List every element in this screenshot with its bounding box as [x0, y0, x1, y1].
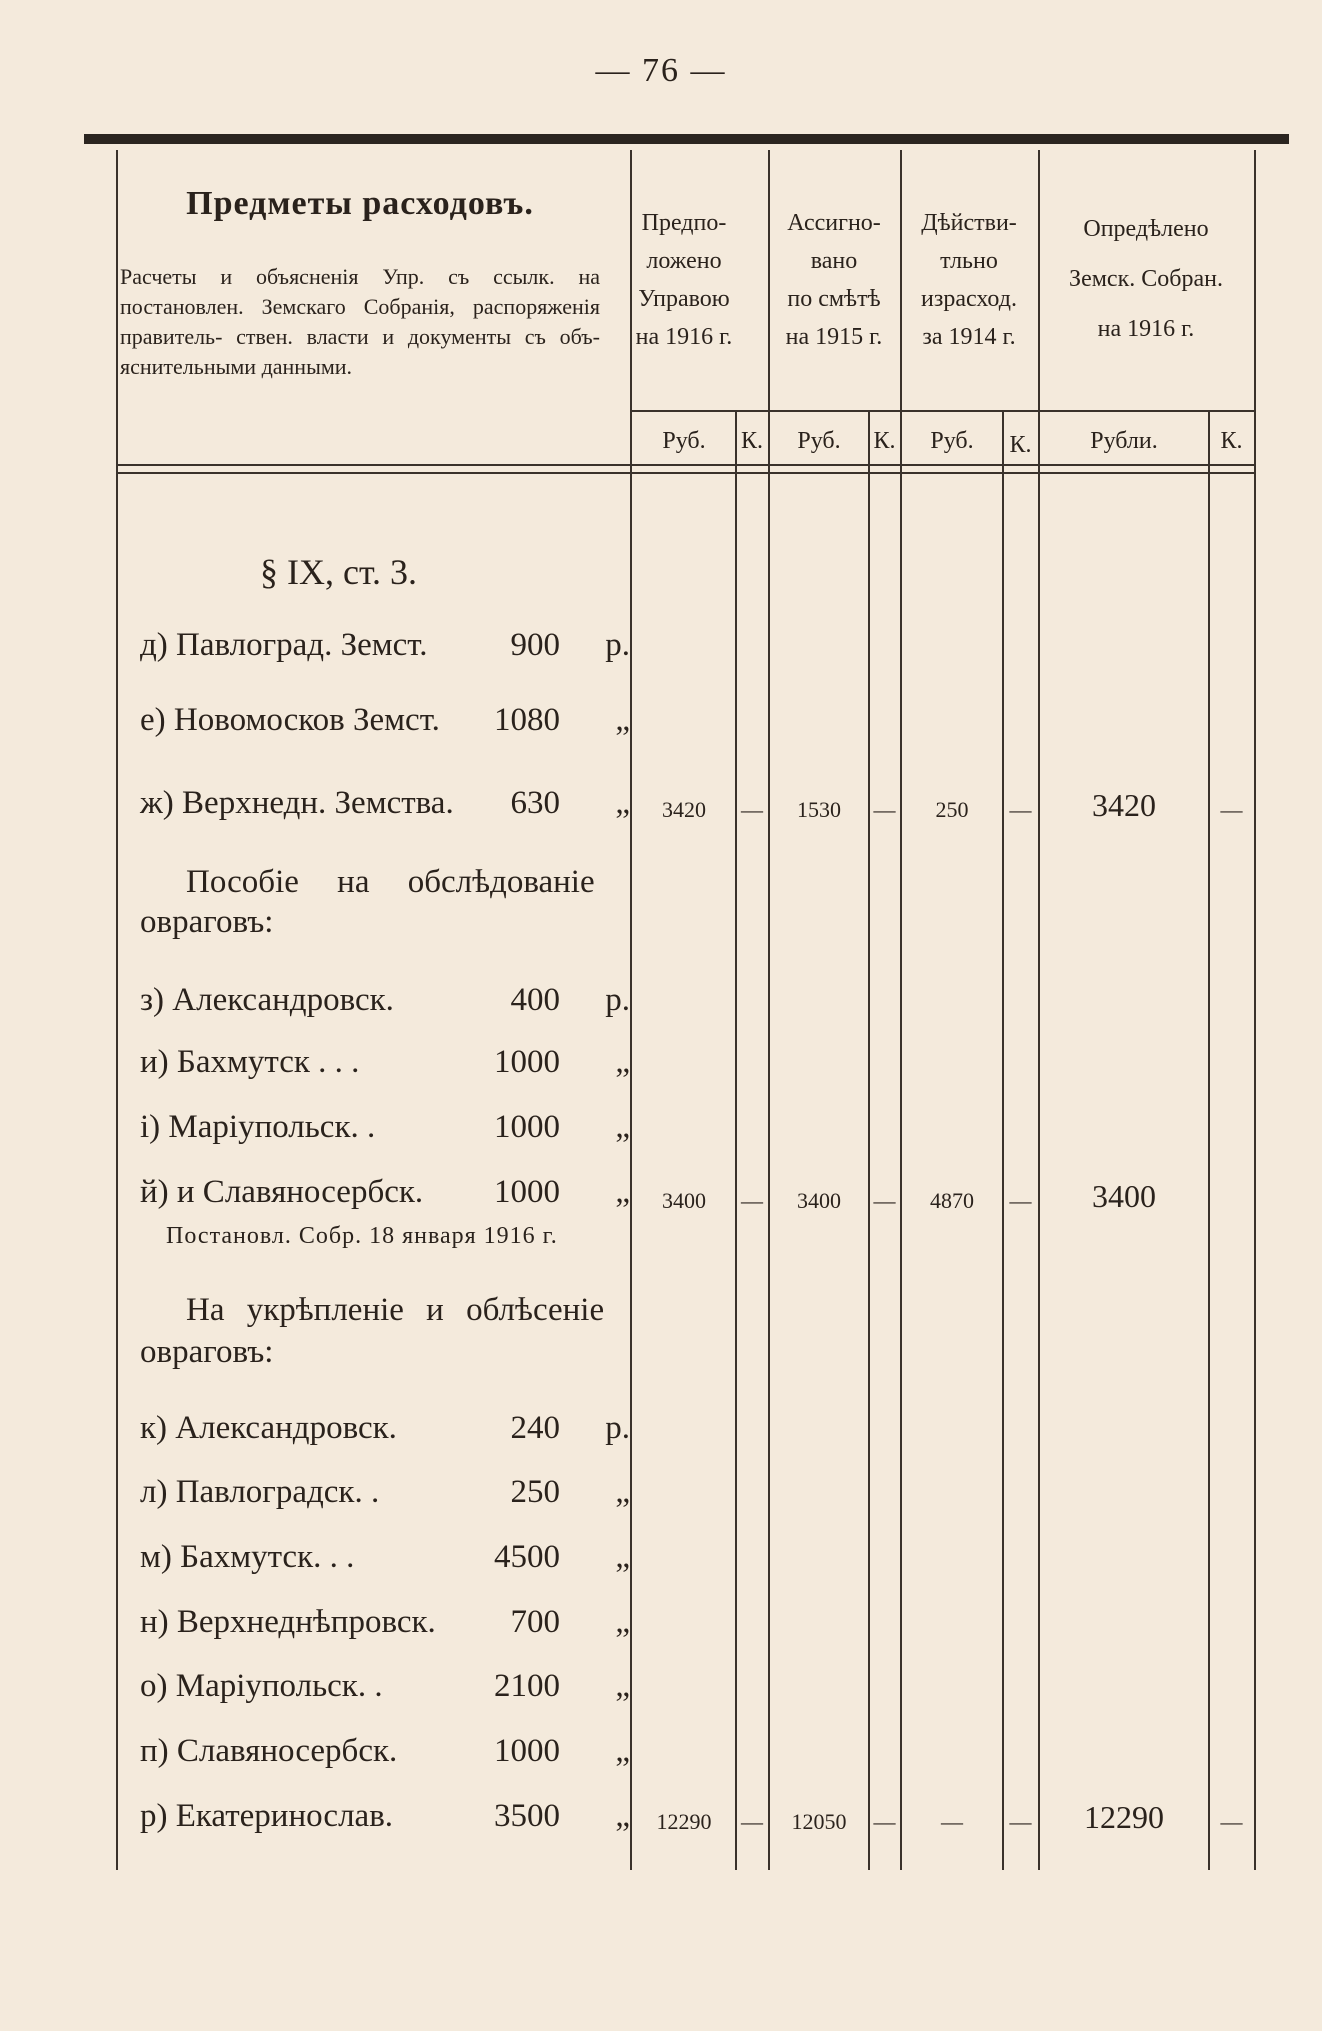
column-divider: [868, 410, 870, 1870]
subheader-kop: К.: [1220, 428, 1243, 454]
column-divider: [735, 410, 737, 1870]
assigned-value: 12050: [791, 1809, 847, 1834]
column-divider: [768, 150, 770, 1870]
proposed-value: 12290: [656, 1809, 712, 1834]
column-divider: [1038, 150, 1040, 1870]
table-description: Расчеты и объясненія Упр. съ ссылк. на постановлен. Земскаго Собранія, распоряженія правитель- ствен. власти и документы съ объ- яснительными данными.: [120, 264, 600, 379]
assigned-value: 1530: [797, 797, 841, 822]
group-heading: Пособіе на обслѣдованіе: [186, 864, 595, 900]
assigned-kop: —: [873, 1809, 896, 1834]
table-border-left: [116, 150, 118, 1870]
actual-value: 4870: [930, 1188, 974, 1213]
subheader-rub: Руб.: [797, 428, 841, 454]
determined-kop: —: [1220, 1809, 1243, 1834]
subheader-kop: К.: [873, 428, 896, 454]
column-header-assigned: Ассигно- вано по смѣтѣ на 1915 г.: [785, 210, 883, 350]
assigned-value: 3400: [797, 1188, 841, 1213]
proposed-value: 3420: [662, 797, 706, 822]
determined-value: 3400: [1092, 1178, 1156, 1214]
actual-kop: —: [1009, 797, 1032, 822]
proposed-value: 3400: [662, 1188, 706, 1213]
proposed-kop: —: [741, 797, 763, 822]
actual-kop: —: [1009, 1809, 1032, 1834]
assigned-kop: —: [873, 1188, 896, 1213]
column-divider: [1002, 410, 1004, 1870]
determined-kop: —: [1220, 797, 1243, 822]
page-number: — 76 —: [595, 52, 727, 89]
group-heading: овраговъ:: [140, 1334, 274, 1370]
actual-kop: —: [1009, 1188, 1032, 1213]
column-header-determined: Опредѣлено Земск. Собран. на 1916 г.: [1069, 216, 1223, 342]
subheader-rubli: Рубли.: [1090, 428, 1158, 454]
actual-value: 250: [935, 797, 969, 822]
actual-value: —: [941, 1809, 963, 1834]
determined-value: 12290: [1084, 1799, 1164, 1835]
proposed-kop: —: [741, 1809, 763, 1834]
determined-value: 3420: [1092, 787, 1156, 823]
column-header-actual: Дѣйстви- тльно израсход. за 1914 г.: [921, 210, 1017, 350]
subheader-rub: Руб.: [930, 428, 974, 454]
header-bottom-rule: [116, 464, 1256, 466]
subheader-rub: Руб.: [662, 428, 706, 454]
column-header-proposed: Предпо- ложено Управою на 1916 г.: [635, 210, 733, 350]
column-divider: [1208, 410, 1210, 1870]
resolution-note: Постановл. Собр. 18 января 1916 г.: [166, 1223, 558, 1249]
group-heading: На укрѣпленіе и облѣсеніе: [186, 1292, 605, 1328]
section-title: § IX, ст. 3.: [260, 552, 417, 592]
assigned-kop: —: [873, 797, 896, 822]
table-title: Предметы расходовъ.: [186, 185, 534, 222]
column-divider: [900, 150, 902, 1870]
subheader-rule: [630, 410, 1256, 412]
subheader-kop: К.: [740, 428, 763, 454]
header-bottom-rule: [116, 472, 1256, 474]
column-divider: [630, 150, 632, 1870]
top-rule: [84, 134, 1289, 144]
proposed-kop: —: [741, 1188, 763, 1213]
table-border-right: [1254, 150, 1256, 1870]
group-heading: овраговъ:: [140, 904, 274, 940]
subheader-kop: К.: [1009, 432, 1032, 458]
